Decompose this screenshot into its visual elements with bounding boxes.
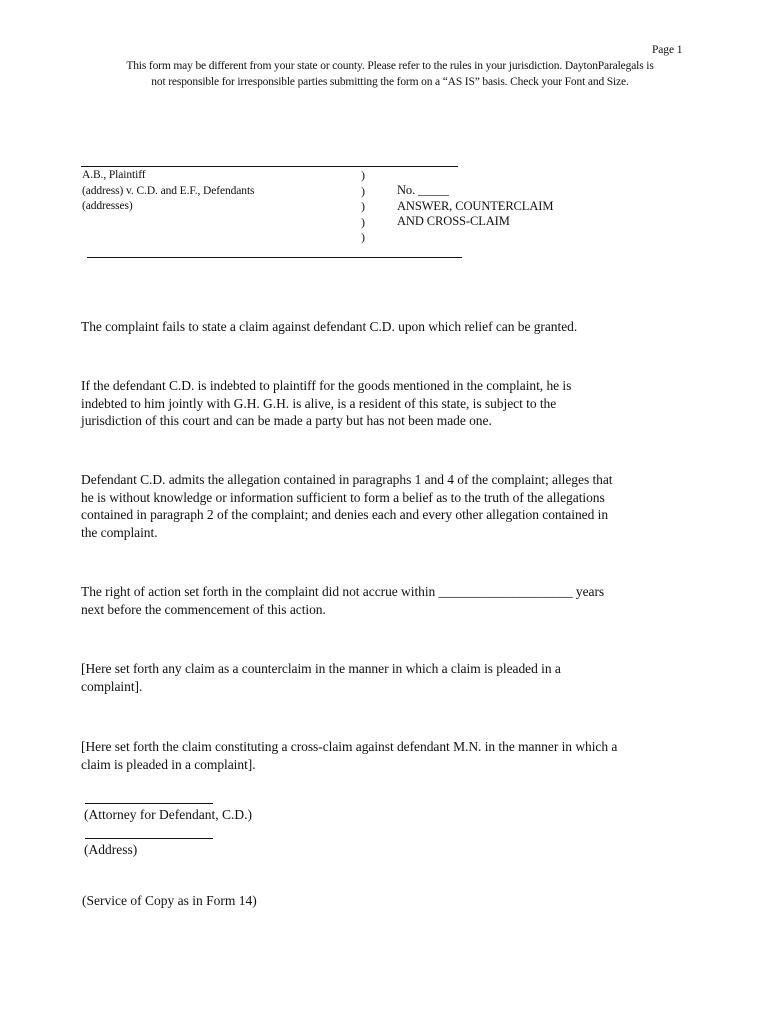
disclaimer (60, 58, 720, 90)
paragraph-statute-of-limitations (81, 583, 701, 618)
caption-parentheses (361, 168, 365, 246)
attorney-signature-line (85, 803, 213, 804)
paragraph-counterclaim (81, 660, 701, 695)
disclaimer-line: This form may be different from your state or county. Please refer to the rules in your jurisdiction. DaytonParalegals is (126, 60, 654, 72)
document-title-line: AND CROSS-CLAIM (397, 214, 510, 228)
page-number: Page 1 (652, 44, 683, 56)
document-title-line: ANSWER, COUNTERCLAIM (397, 198, 554, 213)
caption-top-rule (81, 166, 458, 167)
caption-paren: ) (361, 183, 365, 198)
address-signature-line (85, 838, 213, 839)
address-label: (Address) (84, 842, 138, 857)
service-of-copy: (Service of Copy as in Form 14) (82, 893, 257, 908)
disclaimer-line: not responsible for irresponsible parties submitting the form on a “AS IS” basis. Check your Font and Size. (151, 76, 629, 88)
paragraph-line: The complaint fails to state a claim against defendant C.D. upon which relief can be granted. (81, 319, 578, 334)
paragraph-line: he is without knowledge or information sufficient to form a belief as to the truth of the allegations (81, 489, 605, 505)
caption-defendants: (address) v. C.D. and E.F., Defendants (82, 184, 255, 197)
paragraph-line: jurisdiction of this court and can be made a party but has not been made one. (81, 413, 492, 428)
paragraph-line: next before the commencement of this action. (81, 601, 326, 617)
paragraph-line: complaint]. (81, 678, 143, 694)
caption-addresses: (addresses) (82, 200, 133, 212)
paragraph-line: [Here set forth any claim as a counterclaim in the manner in which a claim is pleaded in a (81, 661, 561, 676)
paragraph-line: indebted to him jointly with G.H. G.H. is alive, is a resident of this state, is subject to the (81, 395, 557, 411)
caption-case-title (397, 183, 553, 230)
paragraph-line: contained in paragraph 2 of the complaint; and denies each and every other allegation contained in (81, 507, 609, 522)
paragraph-line: claim is pleaded in a complaint]. (81, 756, 256, 772)
paragraph-line: Defendant C.D. admits the allegation contained in paragraphs 1 and 4 of the complaint; alleges that (81, 472, 613, 487)
paragraph-joint-indebtedness (81, 377, 701, 430)
paragraph-line: The right of action set forth in the complaint did not accrue within ____________________ years (81, 584, 605, 599)
caption-paren: ) (361, 214, 365, 229)
paragraph-failure-to-state-claim (81, 318, 701, 336)
attorney-signature-label: (Attorney for Defendant, C.D.) (84, 807, 252, 822)
paragraph-line: If the defendant C.D. is indebted to plaintiff for the goods mentioned in the complaint, he is (81, 378, 572, 393)
caption-paren: ) (361, 199, 365, 213)
paragraph-line: the complaint. (81, 524, 158, 540)
paragraph-admissions-denials (81, 471, 701, 541)
caption-parties (82, 168, 254, 215)
paragraph-cross-claim (81, 738, 701, 773)
caption-plaintiff: A.B., Plaintiff (82, 169, 146, 181)
paragraph-line: [Here set forth the claim constituting a cross-claim against defendant M.N. in the manner in which a (81, 739, 618, 754)
case-number: No. _____ (397, 183, 449, 197)
caption-bottom-rule (87, 257, 462, 258)
caption-paren: ) (361, 168, 365, 182)
caption-paren: ) (361, 230, 365, 244)
